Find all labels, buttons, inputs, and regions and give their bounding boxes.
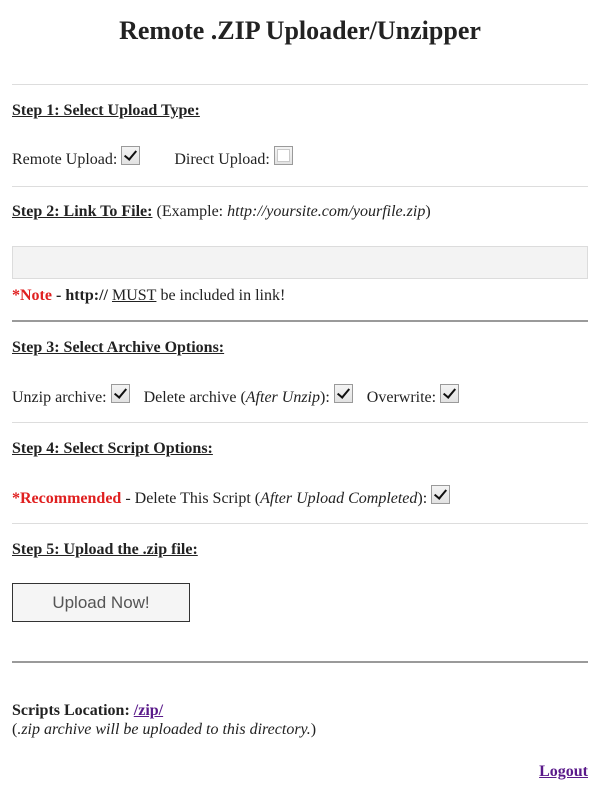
- step4-options: [12, 489, 450, 508]
- divider: [12, 186, 588, 187]
- step4-heading: Step 4: Select Script Options:: [12, 440, 213, 457]
- note-rest: be included in link!: [156, 287, 286, 304]
- example-suffix: ): [425, 203, 431, 220]
- remote-upload-label: Remote Upload:: [12, 150, 118, 168]
- delete-archive-prefix: Delete archive (: [143, 388, 246, 406]
- divider: [12, 661, 588, 663]
- note-close-paren: ): [310, 721, 317, 738]
- recommended-prefix: - Delete This Script (: [121, 489, 261, 507]
- step1-heading: Step 1: Select Upload Type:: [12, 102, 200, 119]
- direct-upload-label: Direct Upload:: [174, 150, 270, 168]
- overwrite-label: Overwrite:: [366, 388, 437, 406]
- file-link-input[interactable]: [12, 246, 588, 279]
- divider: [12, 84, 588, 85]
- recommended-label: *Recommended: [12, 489, 122, 507]
- note-label: *Note: [12, 287, 52, 304]
- overwrite-checkbox[interactable]: [440, 384, 459, 403]
- recommended-suffix: ):: [417, 489, 428, 507]
- step5-heading: Step 5: Upload the .zip file:: [12, 541, 198, 558]
- note-row: [12, 287, 285, 305]
- direct-upload-checkbox[interactable]: [274, 146, 293, 165]
- scripts-location-note: [12, 721, 316, 739]
- divider: [12, 320, 588, 322]
- step2-heading: Step 2: Link To File:: [12, 203, 153, 220]
- scripts-location-link[interactable]: /zip/: [133, 702, 164, 719]
- unzip-label: Unzip archive:: [12, 388, 107, 406]
- step3-heading: Step 3: Select Archive Options:: [12, 339, 225, 356]
- step2-heading-row: [12, 203, 431, 221]
- scripts-location-label: Scripts Location:: [12, 702, 134, 719]
- example-prefix: (Example:: [152, 203, 228, 220]
- step3-options: [12, 388, 459, 407]
- logout-link[interactable]: Logout: [539, 763, 588, 780]
- delete-archive-italic: After Unzip: [245, 388, 320, 406]
- page-title: Remote .ZIP Uploader/Unzipper: [119, 16, 481, 45]
- divider: [12, 422, 588, 423]
- delete-archive-checkbox[interactable]: [334, 384, 353, 403]
- divider: [12, 523, 588, 524]
- note-dash: -: [51, 287, 66, 304]
- unzip-checkbox[interactable]: [111, 384, 130, 403]
- delete-archive-suffix: ):: [320, 388, 330, 406]
- step1-options: [12, 150, 293, 169]
- delete-script-checkbox[interactable]: [431, 485, 450, 504]
- note-protocol: http://: [65, 287, 108, 304]
- note-must: MUST: [111, 287, 157, 304]
- upload-now-button[interactable]: Upload Now!: [12, 583, 190, 622]
- recommended-italic: After Upload Completed: [260, 489, 418, 507]
- example-url: http://yoursite.com/yourfile.zip: [227, 203, 426, 220]
- remote-upload-checkbox[interactable]: [121, 146, 140, 165]
- note-open-paren: (: [12, 721, 18, 738]
- location-note-text: .zip archive will be uploaded to this directory.: [17, 721, 311, 738]
- scripts-location-row: [12, 702, 163, 720]
